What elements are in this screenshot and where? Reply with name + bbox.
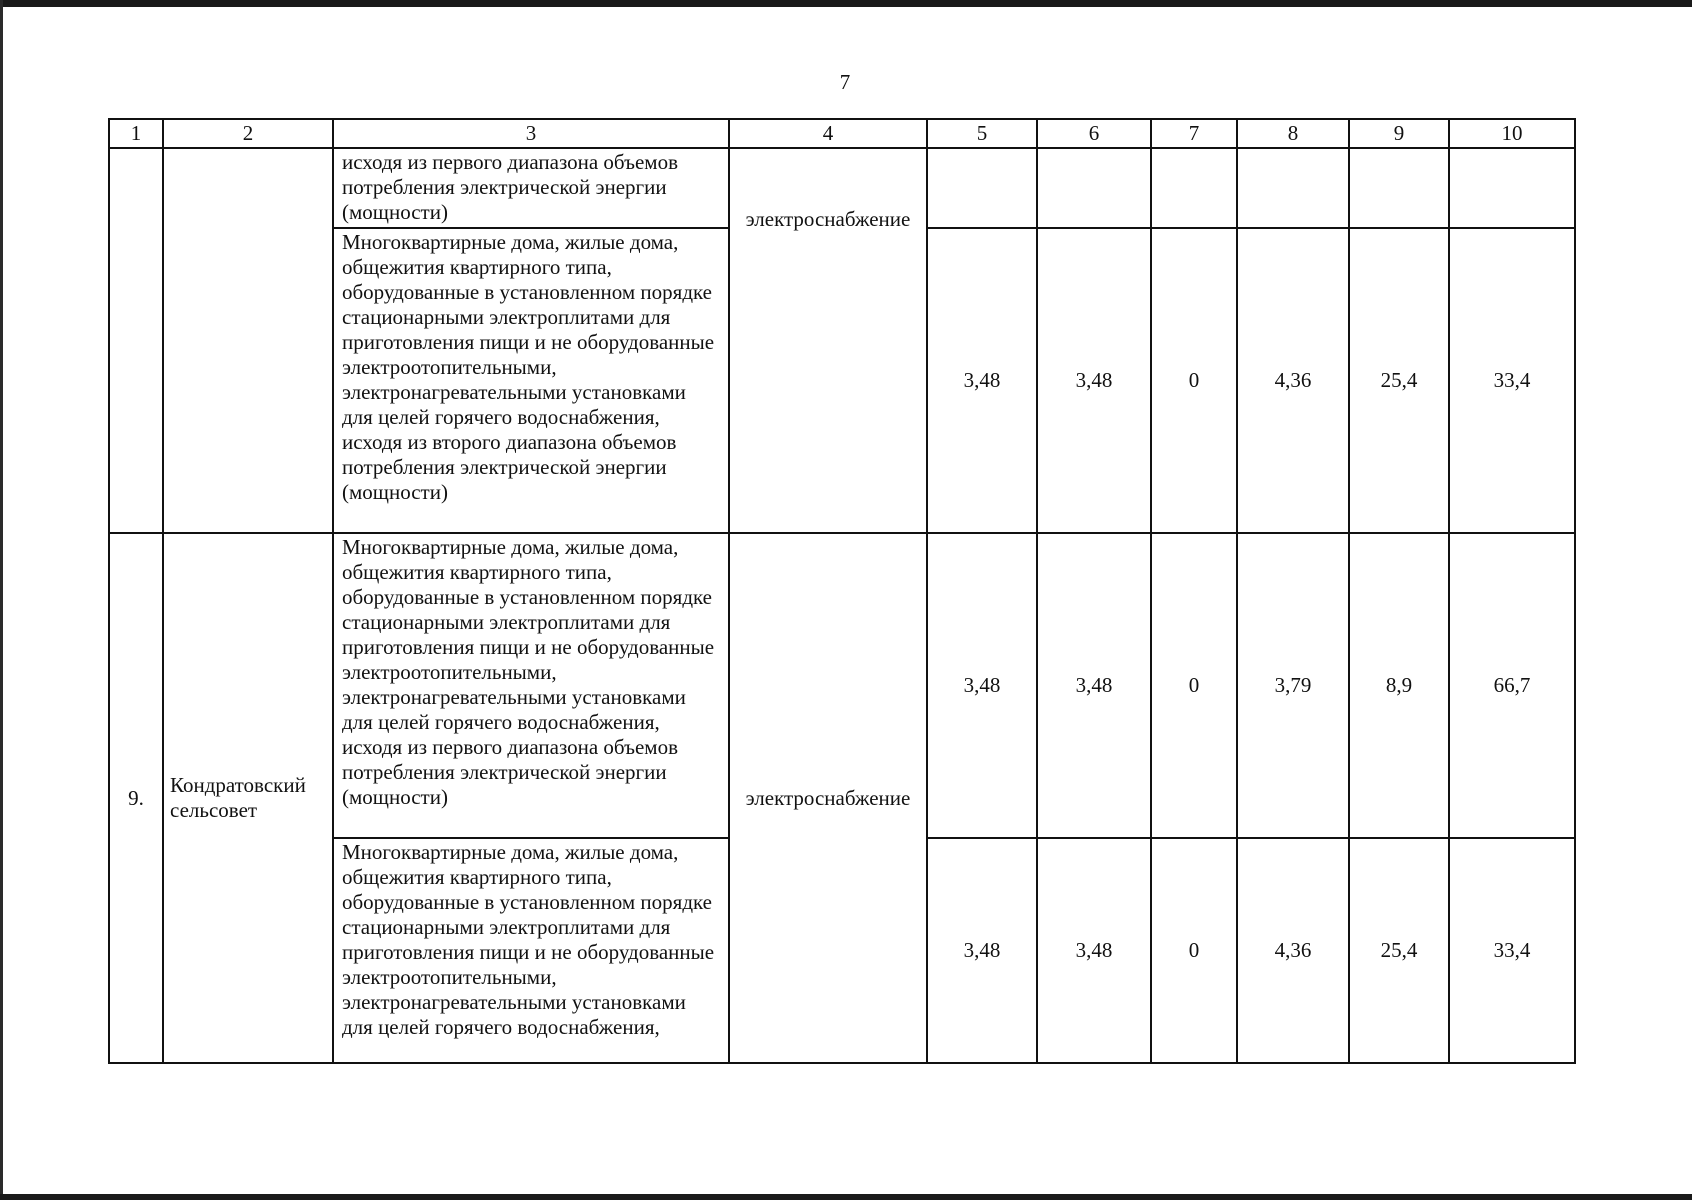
value-cell: 3,48 bbox=[1037, 838, 1151, 1063]
scan-edge-left bbox=[0, 0, 3, 1200]
header-cell: 3 bbox=[333, 119, 729, 148]
header-cell: 10 bbox=[1449, 119, 1575, 148]
header-cell: 1 bbox=[109, 119, 163, 148]
header-cell: 9 bbox=[1349, 119, 1449, 148]
value-cell: 3,48 bbox=[927, 838, 1037, 1063]
header-cell: 5 bbox=[927, 119, 1037, 148]
description-cell: Многоквартирные дома, жилые дома, общежития квартирного типа, оборудованные в установленном порядке стационарными электроплитами для приготовления пищи и не оборудованные электроотопительными, электронагревательными установками для целей горячего водоснабжения, исходя из первого диапазона объемов потребления электрической энергии (мощности) bbox=[333, 533, 729, 838]
value-cell: 0 bbox=[1151, 228, 1237, 533]
value-cell bbox=[927, 148, 1037, 228]
value-cell: 0 bbox=[1151, 533, 1237, 838]
value-cell bbox=[1237, 148, 1349, 228]
value-cell: 3,79 bbox=[1237, 533, 1349, 838]
value-cell: 3,48 bbox=[1037, 533, 1151, 838]
service-cell: электроснабжение bbox=[729, 148, 927, 533]
page-number: 7 bbox=[839, 70, 851, 94]
index-cell: 9. bbox=[109, 533, 163, 1063]
description-cell: Многоквартирные дома, жилые дома, общежития квартирного типа, оборудованные в установленном порядке стационарными электроплитами для приготовления пищи и не оборудованные электроотопительными, электронагревательными установками для целей горячего водоснабжения, bbox=[333, 838, 729, 1063]
header-cell: 6 bbox=[1037, 119, 1151, 148]
scan-edge-bottom bbox=[0, 1194, 1692, 1200]
value-cell: 3,48 bbox=[927, 533, 1037, 838]
tariff-table bbox=[108, 118, 1576, 1064]
header-cell: 8 bbox=[1237, 119, 1349, 148]
service-cell: электроснабжение bbox=[729, 533, 927, 1063]
value-cell: 66,7 bbox=[1449, 533, 1575, 838]
header-cell: 2 bbox=[163, 119, 333, 148]
value-cell: 4,36 bbox=[1237, 838, 1349, 1063]
settlement-cell: Кондратовский сельсовет bbox=[163, 533, 333, 1063]
header-cell: 4 bbox=[729, 119, 927, 148]
description-cell: Многоквартирные дома, жилые дома, общежития квартирного типа, оборудованные в установленном порядке стационарными электроплитами для приготовления пищи и не оборудованные электроотопительными, электронагревательными установками для целей горячего водоснабжения, исходя из второго диапазона объемов потребления электрической энергии (мощности) bbox=[333, 228, 729, 533]
value-cell: 3,48 bbox=[927, 228, 1037, 533]
header-cell: 7 bbox=[1151, 119, 1237, 148]
index-cell bbox=[109, 148, 163, 533]
settlement-cell bbox=[163, 148, 333, 533]
table-row bbox=[109, 148, 1575, 228]
value-cell bbox=[1037, 148, 1151, 228]
value-cell: 3,48 bbox=[1037, 228, 1151, 533]
description-cell: исходя из первого диапазона объемов потребления электрической энергии (мощности) bbox=[333, 148, 729, 228]
scan-edge-top bbox=[0, 0, 1692, 7]
table-row bbox=[109, 533, 1575, 838]
value-cell: 0 bbox=[1151, 838, 1237, 1063]
value-cell bbox=[1151, 148, 1237, 228]
value-cell: 25,4 bbox=[1349, 228, 1449, 533]
value-cell: 25,4 bbox=[1349, 838, 1449, 1063]
value-cell bbox=[1349, 148, 1449, 228]
header-row bbox=[109, 119, 1575, 148]
value-cell bbox=[1449, 148, 1575, 228]
value-cell: 33,4 bbox=[1449, 228, 1575, 533]
value-cell: 4,36 bbox=[1237, 228, 1349, 533]
value-cell: 33,4 bbox=[1449, 838, 1575, 1063]
value-cell: 8,9 bbox=[1349, 533, 1449, 838]
